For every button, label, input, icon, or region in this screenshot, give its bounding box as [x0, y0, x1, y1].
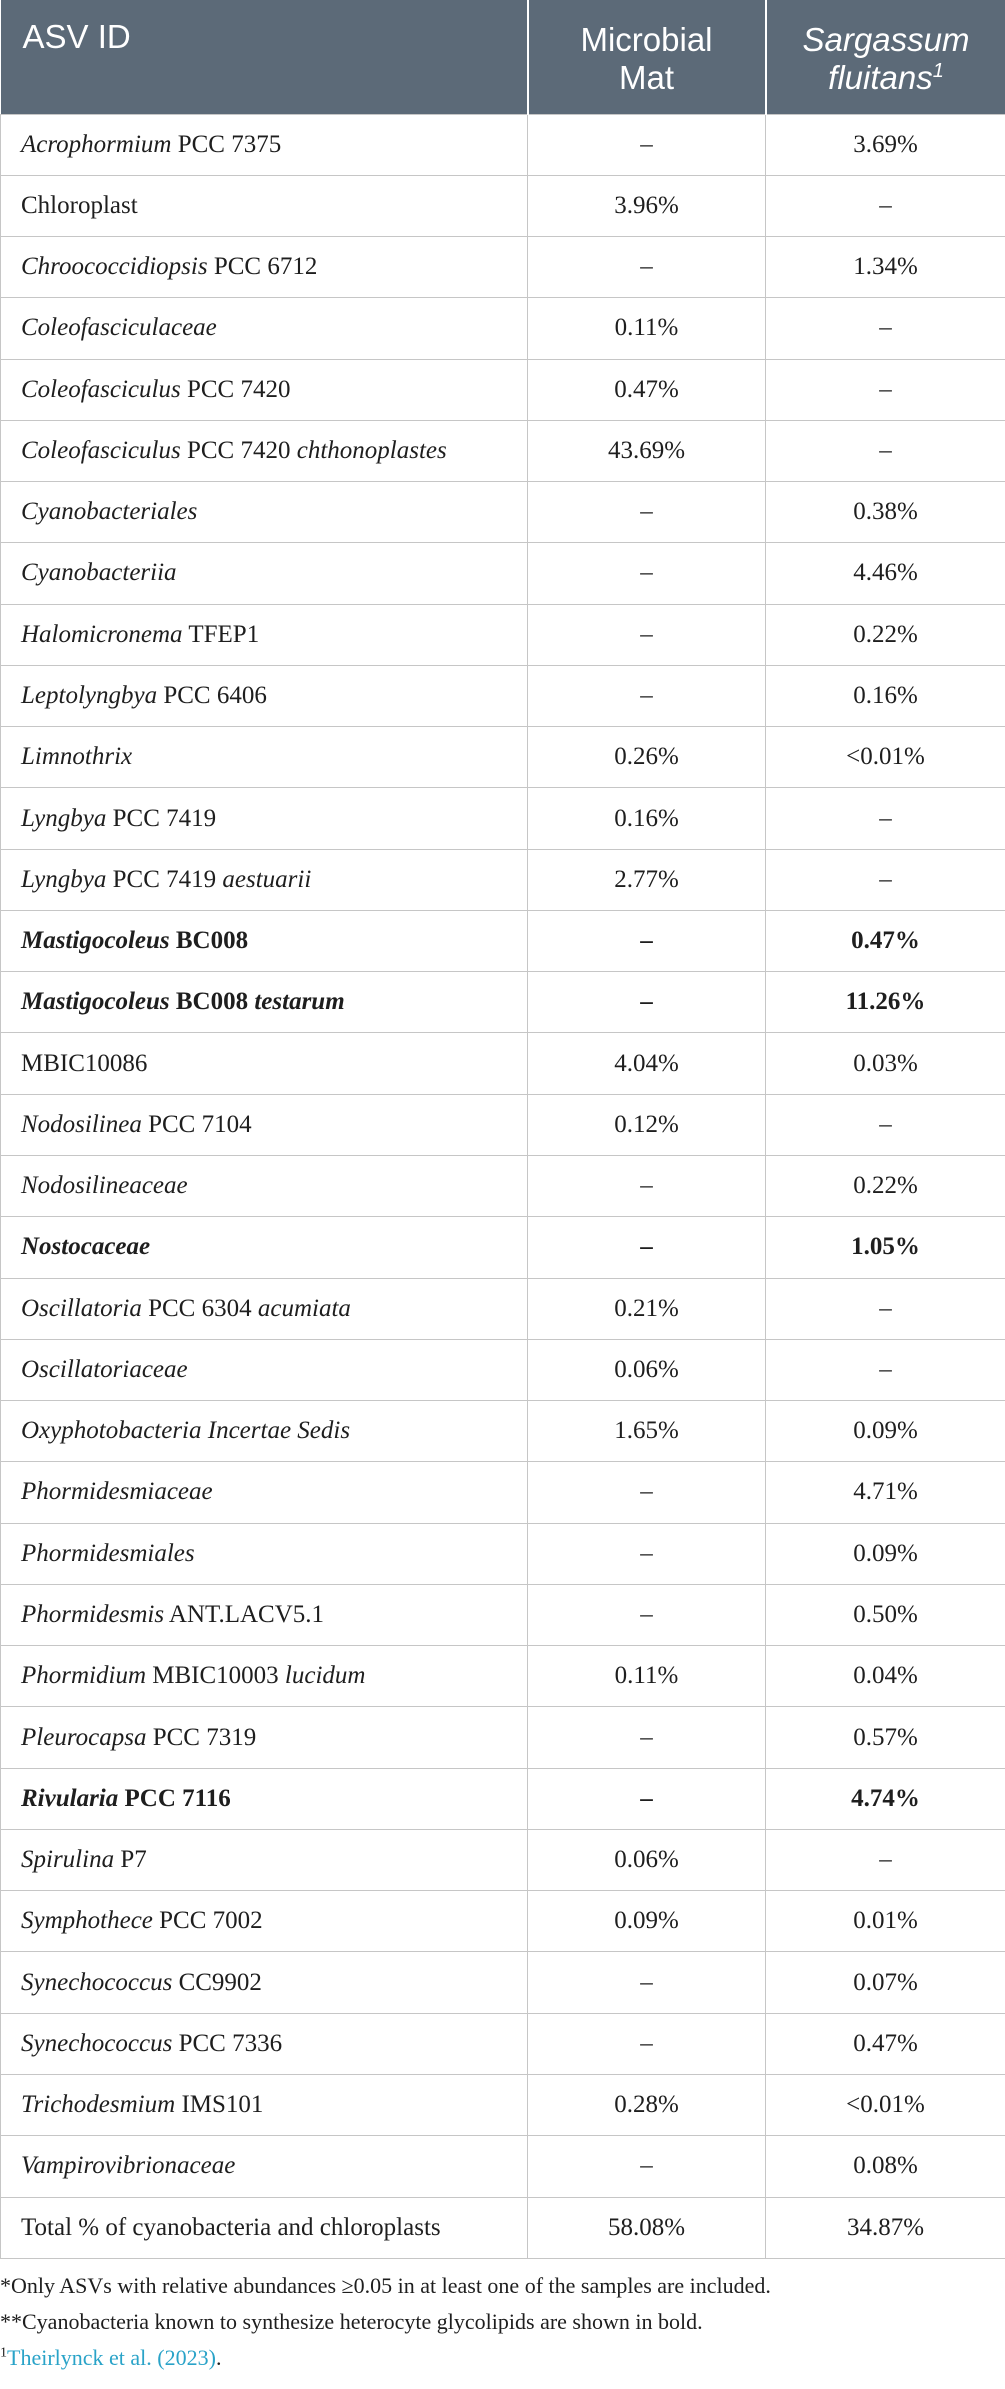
- table-row: [1, 604, 1005, 665]
- table-body: [1, 114, 1005, 2258]
- asv-id-text: Chloroplast: [21, 191, 138, 219]
- asv-id-cell: [1, 1952, 528, 2013]
- microbial-mat-value: 0.47%: [528, 359, 766, 420]
- asv-id-taxon: Phormidesmis: [21, 1601, 165, 1628]
- table-row: [1, 1462, 1005, 1523]
- asv-id-taxon: chthonoplastes: [296, 436, 447, 464]
- asv-id-cell: [1, 2136, 528, 2197]
- asv-id-taxon: lucidum: [284, 1662, 366, 1690]
- asv-id-cell: [1, 2013, 528, 2074]
- asv-id-cell: [1, 972, 528, 1033]
- microbial-mat-value: –: [528, 114, 766, 175]
- header-microbial-mat-line2: Mat: [618, 59, 674, 96]
- asv-id-taxon: Oxyphotobacteria Incertae Sedis: [21, 1417, 351, 1445]
- sargassum-value: 0.22%: [766, 604, 1005, 665]
- asv-id-text: PCC 6406: [157, 682, 267, 710]
- sargassum-value: –: [766, 1829, 1005, 1890]
- microbial-mat-value: 0.06%: [528, 1339, 766, 1400]
- asv-id-text: PCC 6712: [207, 253, 318, 281]
- asv-id-text: P7: [114, 1846, 147, 1874]
- asv-id-taxon: Nostocaceae: [21, 1233, 151, 1261]
- sargassum-value: <0.01%: [766, 2075, 1005, 2136]
- asv-id-cell: [1, 1584, 528, 1645]
- asv-id-text: Total % of cyanobacteria and chloroplasts: [21, 2213, 441, 2241]
- footnote-3-end: .: [215, 2345, 222, 2370]
- asv-id-taxon: Rivularia: [21, 1784, 119, 1812]
- sargassum-value: –: [766, 420, 1005, 481]
- sargassum-value: 0.09%: [766, 1523, 1005, 1584]
- asv-id-taxon: Pleurocapsa: [21, 1723, 147, 1751]
- table-row: [1, 1278, 1005, 1339]
- sargassum-value: 4.74%: [766, 1768, 1005, 1829]
- asv-id-text: PCC 7104: [141, 1110, 252, 1138]
- table-header: [1, 0, 1005, 114]
- table-row: [1, 114, 1005, 175]
- asv-id-taxon: Acrophormium: [21, 130, 172, 158]
- asv-id-taxon: Trichodesmium: [21, 2091, 176, 2119]
- sargassum-value: –: [766, 298, 1005, 359]
- asv-id-cell: [1, 1033, 528, 1094]
- header-sargassum-line1: Sargassum: [802, 21, 970, 58]
- table-row: [1, 1891, 1005, 1952]
- asv-id-taxon: testarum: [254, 988, 345, 1016]
- table-row: [1, 1829, 1005, 1890]
- asv-id-text: IMS101: [175, 2091, 264, 2119]
- asv-id-taxon: Limnothrix: [21, 743, 133, 771]
- microbial-mat-value: 0.11%: [528, 1646, 766, 1707]
- sargassum-value: –: [766, 1339, 1005, 1400]
- asv-id-cell: [1, 849, 528, 910]
- asv-id-text: PCC 7420: [180, 375, 291, 403]
- microbial-mat-value: 0.12%: [528, 1094, 766, 1155]
- asv-id-taxon: Leptolyngbya: [21, 682, 158, 710]
- microbial-mat-value: 0.26%: [528, 727, 766, 788]
- asv-id-taxon: Vampirovibrionaceae: [21, 2152, 236, 2180]
- asv-id-text: TFEP1: [182, 620, 260, 648]
- asv-id-taxon: aestuarii: [222, 865, 312, 893]
- sargassum-value: –: [766, 849, 1005, 910]
- microbial-mat-value: 58.08%: [528, 2197, 766, 2258]
- microbial-mat-value: –: [528, 1584, 766, 1645]
- table-row: [1, 1952, 1005, 2013]
- microbial-mat-value: 2.77%: [528, 849, 766, 910]
- asv-id-taxon: Mastigocoleus: [21, 927, 170, 955]
- asv-id-cell: [1, 1462, 528, 1523]
- microbial-mat-value: –: [528, 543, 766, 604]
- microbial-mat-value: –: [528, 1156, 766, 1217]
- asv-id-cell: [1, 237, 528, 298]
- asv-id-taxon: acumiata: [257, 1294, 351, 1322]
- asv-id-text: BC008: [169, 988, 255, 1016]
- sargassum-value: 11.26%: [766, 972, 1005, 1033]
- microbial-mat-value: 0.21%: [528, 1278, 766, 1339]
- microbial-mat-value: –: [528, 1462, 766, 1523]
- sargassum-value: 0.07%: [766, 1952, 1005, 2013]
- table-row: [1, 237, 1005, 298]
- sargassum-value: 0.38%: [766, 482, 1005, 543]
- asv-id-taxon: Synechococcus: [21, 2029, 173, 2057]
- header-microbial-mat: [528, 0, 766, 114]
- microbial-mat-value: –: [528, 1768, 766, 1829]
- table-row: [1, 2136, 1005, 2197]
- sargassum-value: 0.50%: [766, 1584, 1005, 1645]
- asv-id-taxon: Mastigocoleus: [21, 988, 170, 1016]
- table-row: [1, 2197, 1005, 2258]
- asv-id-cell: [1, 910, 528, 971]
- asv-id-taxon: Lyngbya: [21, 804, 107, 832]
- table-row: [1, 972, 1005, 1033]
- sargassum-value: 4.71%: [766, 1462, 1005, 1523]
- asv-id-taxon: Phormidesmiales: [21, 1539, 195, 1567]
- asv-id-text: PCC 7420: [180, 436, 297, 464]
- table-row: [1, 1033, 1005, 1094]
- table-row: [1, 727, 1005, 788]
- asv-id-cell: [1, 1217, 528, 1278]
- asv-id-text: PCC 7319: [146, 1723, 257, 1751]
- table-row: [1, 2013, 1005, 2074]
- asv-id-cell: [1, 1646, 528, 1707]
- asv-id-text: CC9902: [172, 1968, 262, 1996]
- microbial-mat-value: 4.04%: [528, 1033, 766, 1094]
- asv-id-cell: [1, 1094, 528, 1155]
- asv-id-taxon: Nodosilineaceae: [21, 1172, 188, 1200]
- header-row: [1, 0, 1005, 114]
- table-footnotes: [0, 2268, 1005, 2376]
- table-row: [1, 420, 1005, 481]
- table-row: [1, 1707, 1005, 1768]
- asv-id-cell: [1, 2075, 528, 2136]
- asv-id-text: PCC 7002: [152, 1907, 263, 1935]
- header-asv-id: ASV ID: [1, 0, 528, 114]
- asv-id-taxon: Cyanobacteriales: [21, 498, 198, 526]
- asv-id-taxon: Nodosilinea: [21, 1110, 142, 1138]
- asv-id-text: PCC 7116: [118, 1784, 231, 1812]
- asv-id-cell: [1, 1278, 528, 1339]
- table-row: [1, 1523, 1005, 1584]
- microbial-mat-value: 0.06%: [528, 1829, 766, 1890]
- microbial-mat-value: –: [528, 604, 766, 665]
- microbial-mat-value: 0.09%: [528, 1891, 766, 1952]
- table-row: [1, 2075, 1005, 2136]
- sargassum-value: –: [766, 788, 1005, 849]
- asv-id-taxon: Halomicronema: [21, 620, 183, 648]
- microbial-mat-value: 0.28%: [528, 2075, 766, 2136]
- sargassum-value: 0.04%: [766, 1646, 1005, 1707]
- microbial-mat-value: –: [528, 2013, 766, 2074]
- asv-id-cell: [1, 1523, 528, 1584]
- table-row: [1, 359, 1005, 420]
- table-row: [1, 175, 1005, 236]
- header-sargassum-fluitans: [766, 0, 1005, 114]
- reference-link[interactable]: Theirlynck et al. (2023): [7, 2345, 216, 2370]
- asv-id-taxon: Phormidium: [21, 1662, 146, 1690]
- microbial-mat-value: –: [528, 972, 766, 1033]
- sargassum-value: 0.47%: [766, 2013, 1005, 2074]
- table-row: [1, 543, 1005, 604]
- asv-id-cell: [1, 1401, 528, 1462]
- asv-id-text: BC008: [169, 927, 249, 955]
- table-row: [1, 1339, 1005, 1400]
- asv-id-cell: [1, 420, 528, 481]
- microbial-mat-value: 1.65%: [528, 1401, 766, 1462]
- asv-id-cell: [1, 543, 528, 604]
- asv-id-cell: [1, 788, 528, 849]
- asv-id-cell: [1, 665, 528, 726]
- microbial-mat-value: –: [528, 237, 766, 298]
- asv-id-cell: [1, 114, 528, 175]
- table-row: [1, 1768, 1005, 1829]
- sargassum-value: <0.01%: [766, 727, 1005, 788]
- footnote-2: **Cyanobacteria known to synthesize heterocyte glycolipids are shown in bold.: [0, 2309, 703, 2334]
- table-row: [1, 298, 1005, 359]
- asv-id-cell: [1, 1768, 528, 1829]
- asv-id-text: PCC 7419: [106, 804, 217, 832]
- asv-id-taxon: Chroococcidiopsis: [21, 253, 208, 281]
- asv-id-taxon: Phormidesmiaceae: [21, 1478, 213, 1506]
- asv-id-text: ANT.LACV5.1: [164, 1601, 325, 1628]
- asv-id-text: PCC 6304: [141, 1294, 258, 1322]
- footnote-1: *Only ASVs with relative abundances ≥0.05 in at least one of the samples are included.: [0, 2273, 771, 2298]
- table-row: [1, 1401, 1005, 1462]
- asv-id-cell: [1, 1829, 528, 1890]
- microbial-mat-value: –: [528, 1707, 766, 1768]
- microbial-mat-value: –: [528, 1217, 766, 1278]
- sargassum-value: 0.08%: [766, 2136, 1005, 2197]
- microbial-mat-value: –: [528, 665, 766, 726]
- asv-id-cell: [1, 1891, 528, 1952]
- table-row: [1, 482, 1005, 543]
- asv-id-taxon: Symphothece: [21, 1907, 153, 1935]
- asv-id-taxon: Coleofasciculus: [21, 375, 181, 403]
- sargassum-value: 1.05%: [766, 1217, 1005, 1278]
- microbial-mat-value: –: [528, 1523, 766, 1584]
- sargassum-value: 0.22%: [766, 1156, 1005, 1217]
- asv-id-text: PCC 7419: [106, 865, 223, 893]
- asv-id-cell: [1, 604, 528, 665]
- header-sargassum-footnote-mark: 1: [932, 60, 944, 82]
- asv-id-taxon: Coleofasciculaceae: [21, 314, 217, 342]
- sargassum-value: 0.16%: [766, 665, 1005, 726]
- microbial-mat-value: –: [528, 482, 766, 543]
- asv-id-cell: [1, 727, 528, 788]
- asv-id-taxon: Oscillatoriaceae: [21, 1355, 188, 1383]
- microbial-mat-value: 0.16%: [528, 788, 766, 849]
- sargassum-value: 4.46%: [766, 543, 1005, 604]
- sargassum-value: 0.01%: [766, 1891, 1005, 1952]
- header-sargassum-line2: fluitans: [828, 59, 933, 96]
- sargassum-value: –: [766, 1094, 1005, 1155]
- table-row: [1, 1646, 1005, 1707]
- table-row: [1, 1156, 1005, 1217]
- footnote-3: [0, 2340, 1005, 2376]
- asv-id-cell: [1, 1156, 528, 1217]
- sargassum-value: –: [766, 1278, 1005, 1339]
- table-row: [1, 788, 1005, 849]
- asv-id-text: MBIC10086: [21, 1049, 148, 1077]
- asv-id-cell: [1, 359, 528, 420]
- asv-id-cell: [1, 482, 528, 543]
- footnote-3-mark: 1: [0, 2345, 7, 2361]
- asv-id-cell: [1, 2197, 528, 2258]
- microbial-mat-value: –: [528, 910, 766, 971]
- table-row: [1, 1217, 1005, 1278]
- microbial-mat-value: 43.69%: [528, 420, 766, 481]
- sargassum-value: 3.69%: [766, 114, 1005, 175]
- table-row: [1, 849, 1005, 910]
- sargassum-value: 0.57%: [766, 1707, 1005, 1768]
- asv-id-taxon: Oscillatoria: [21, 1294, 142, 1322]
- table-row: [1, 665, 1005, 726]
- asv-id-taxon: Cyanobacteriia: [21, 559, 177, 587]
- microbial-mat-value: –: [528, 2136, 766, 2197]
- sargassum-value: 0.03%: [766, 1033, 1005, 1094]
- asv-id-text: PCC 7336: [172, 2029, 283, 2057]
- asv-id-cell: [1, 1339, 528, 1400]
- asv-id-text: PCC 7375: [171, 130, 282, 158]
- sargassum-value: 0.47%: [766, 910, 1005, 971]
- asv-id-taxon: Lyngbya: [21, 865, 107, 893]
- table-row: [1, 910, 1005, 971]
- microbial-mat-value: 0.11%: [528, 298, 766, 359]
- header-microbial-mat-line1: Microbial: [580, 21, 713, 58]
- sargassum-value: 34.87%: [766, 2197, 1005, 2258]
- asv-id-text: MBIC10003: [146, 1662, 285, 1690]
- asv-id-taxon: Spirulina: [21, 1846, 115, 1874]
- sargassum-value: –: [766, 359, 1005, 420]
- asv-id-cell: [1, 1707, 528, 1768]
- sargassum-value: 0.09%: [766, 1401, 1005, 1462]
- asv-id-taxon: Coleofasciculus: [21, 436, 181, 464]
- asv-id-cell: [1, 298, 528, 359]
- table-row: [1, 1584, 1005, 1645]
- table-row: [1, 1094, 1005, 1155]
- microbial-mat-value: 3.96%: [528, 175, 766, 236]
- asv-id-taxon: Synechococcus: [21, 1968, 173, 1996]
- asv-id-cell: [1, 175, 528, 236]
- microbial-mat-value: –: [528, 1952, 766, 2013]
- sargassum-value: –: [766, 175, 1005, 236]
- sargassum-value: 1.34%: [766, 237, 1005, 298]
